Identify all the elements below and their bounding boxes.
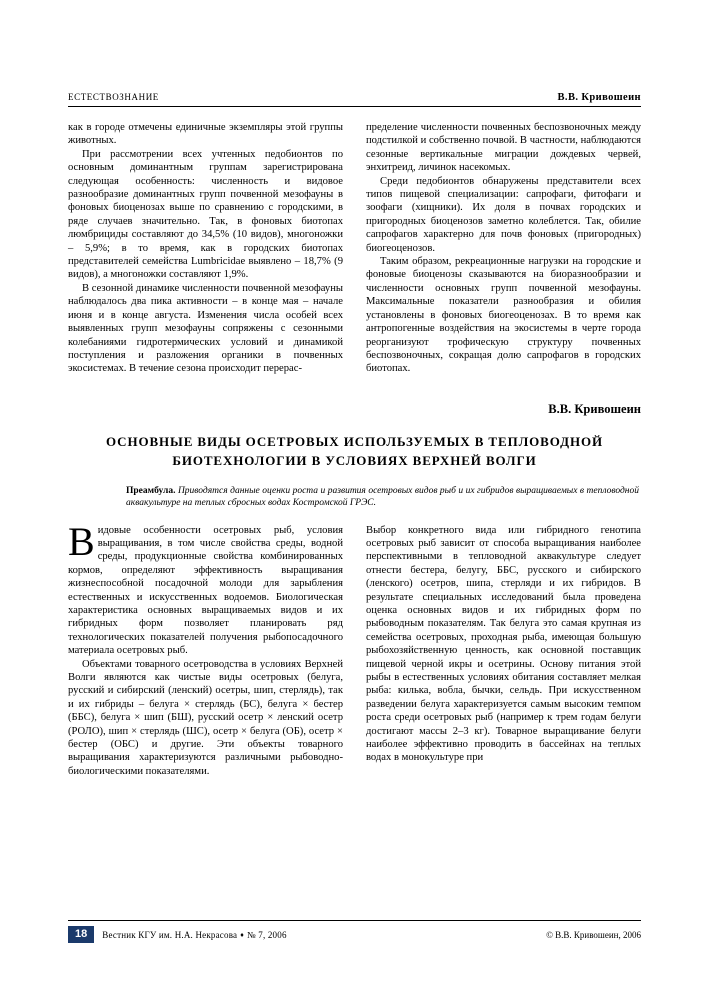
page-footer [68,920,641,943]
top-article-columns [68,121,641,376]
page-number: 18 [68,926,94,943]
article-columns [68,518,641,779]
top-article-left-column [68,121,343,376]
article-left-column [68,518,343,779]
drop-cap: В [68,518,95,564]
paragraph: пределение численности почвенных беспозвоночных между подстилкой и собственно почвой. В частности, наблюдаются сезонные вертикальные миграции дождевых червей, энхитреид, личинок насекомых. [366,122,641,174]
preamble-text: Приводятся данные оценки роста и развития осетровых видов рыб и их гибридов выращиваемых в тепловодной аквакультуре на теплых сбросных водах Костромской ГРЭС. [126,485,639,509]
running-head [68,92,641,103]
article-title: ОСНОВНЫЕ ВИДЫ ОСЕТРОВЫХ ИСПОЛЬЗУЕМЫХ В ТЕПЛОВОДНОЙ БИОТЕХНОЛОГИИ В УСЛОВИЯХ ВЕРХНЕЙ ВОЛГИ [105,433,604,468]
footer-journal-info [102,930,546,940]
paragraph: Таким образом, рекреационные нагрузки на городские и фоновые биоценозы сказываются на биоразнообразии и численности основных групп почвенной мезофауны. Максимальные показатели разнообразия и обилия установлены в фоновых биогеоценозах. В то время как антропогенные воздействия на экосистемы в черте города реорганизуют трофическую структуру почвенных беспозвоночных, сокращая долю сапрофагов в городских биотопах. [366,256,641,375]
article-preamble [68,485,641,510]
footer-rule [68,920,641,921]
paragraph-with-dropcap [68,518,343,658]
paragraph-text: идовые особенности осетровых рыб, условия выращивания, в том числе свойства среды, водной среды, продукционные свойства комбинированных кормов, определяют эффективность выращивания жизнеспособной посадочной молоди для зарыбления естественных и искусственных водоемов. Биологическая характеристика основных выращиваемых видов и их гибридных форм позволяет планировать ряд технологических показателей получения рыбопосадочного материала осетровых рыб. [68,524,343,657]
diamond-icon: ♦ [240,931,245,940]
running-head-section: ЕСТЕСТВОЗНАНИЕ [68,92,159,102]
paragraph: Выбор конкретного вида или гибридного генотипа осетровых рыб зависит от способа выращивания наиболее перспективными в тепловодной аквакультуре следует отнести бестера, белугу, ББС, русского и сибирского (ленского) осетров, шипа, стерляди и их гибридов. В результате специальных исследований была проведена оценка основных видов и их гибридных форм по рыбоводным показателям. Так белуга это самая крупная из семейства осетровых, проходная рыба, имеющая большую рыбохозяйственную ценность, как основной поставщик пищевой черной икры и осетрины. Основу питания этой рыбы в естественных условиях обитания составляет мелкая рыба: килька, вобла, бычки, сельдь. При искусственном разведении белуга характеризуется самым высоким темпом роста среди осетровых рыб (например к трем годам белуги достигают массы 2–3 кг). Товарное выращивание белуги наиболее эффективно проводить в бассейнах на теплых водах в монокультуре при [366,524,641,764]
paragraph: При рассмотрении всех учтенных педобионтов по основным доминантным группам зарегистрирована следующая особенность: численность и видовое разнообразие доминантных групп почвенной мезофауны в фоновых биоценозах выше по сравнению с городскими, в ряде случаев значительно. Так, в фоновых биотопах люмбрициды составляют до 34,5% (10 видов), многоножки – 5,9%; в то время, как в городских биотопах представителей семейства Lumbricidae выявлено – 18,7% (9 видов), а многоножки составляют 1,9%. [68,148,343,281]
paragraph: В сезонной динамике численности почвенной мезофауны наблюдалось два пика активности – в конце мая – начале июня и в конце августа. Изменения числа особей всех выявленных групп мезофауны сопряжены с сезонными колебаниями гидротермических условий и динамикой поступления и разложения органики в почвенных экосистемах. В течение сезона происходит перерас- [68,282,343,375]
top-article-right-column [366,121,641,376]
footer-copyright: © В.В. Кривошеин, 2006 [546,929,641,940]
journal-issue: № 7, 2006 [247,929,287,940]
preamble-label: Преамбула. [126,485,176,496]
article-author: В.В. Кривошеин [548,401,641,416]
footer-row [68,926,641,943]
journal-name: Вестник КГУ им. Н.А. Некрасова [102,929,238,940]
running-head-rule [68,106,641,107]
article-right-column [366,524,641,779]
paragraph: Объектами товарного осетроводства в условиях Верхней Волги являются как чистые виды осетровых (белуга, русский и сибирский (ленский) осетры, шип, стерлядь), так и их гибриды – белуга × стерлядь (БС), белуга × бестер (ББС), белуга × шип (БШ), русский осетр × ленский осетр (РОЛО), шип × стерлядь (ШС), осетр × белуга (ОБ), осетр × бестер (ОБС) и другие. Эти объекты товарного выращивания характеризуются различными рыбоводно-биологическими показателями. [68,658,343,777]
page-content [68,92,641,778]
paragraph: Среди педобионтов обнаружены представители всех типов пищевой специализации: сапрофаги, фитофаги и зоофаги (хищники). Их доля в почвах городских и пригородных биоценозов заметно колеблется. Так, обилие сапрофагов характерно для почв фоновых (пригородных) биогеоценозов. [366,175,641,254]
paragraph: как в городе отмечены единичные экземпляры этой группы животных. [68,122,343,147]
running-head-author: В.В. Кривошеин [557,92,641,103]
